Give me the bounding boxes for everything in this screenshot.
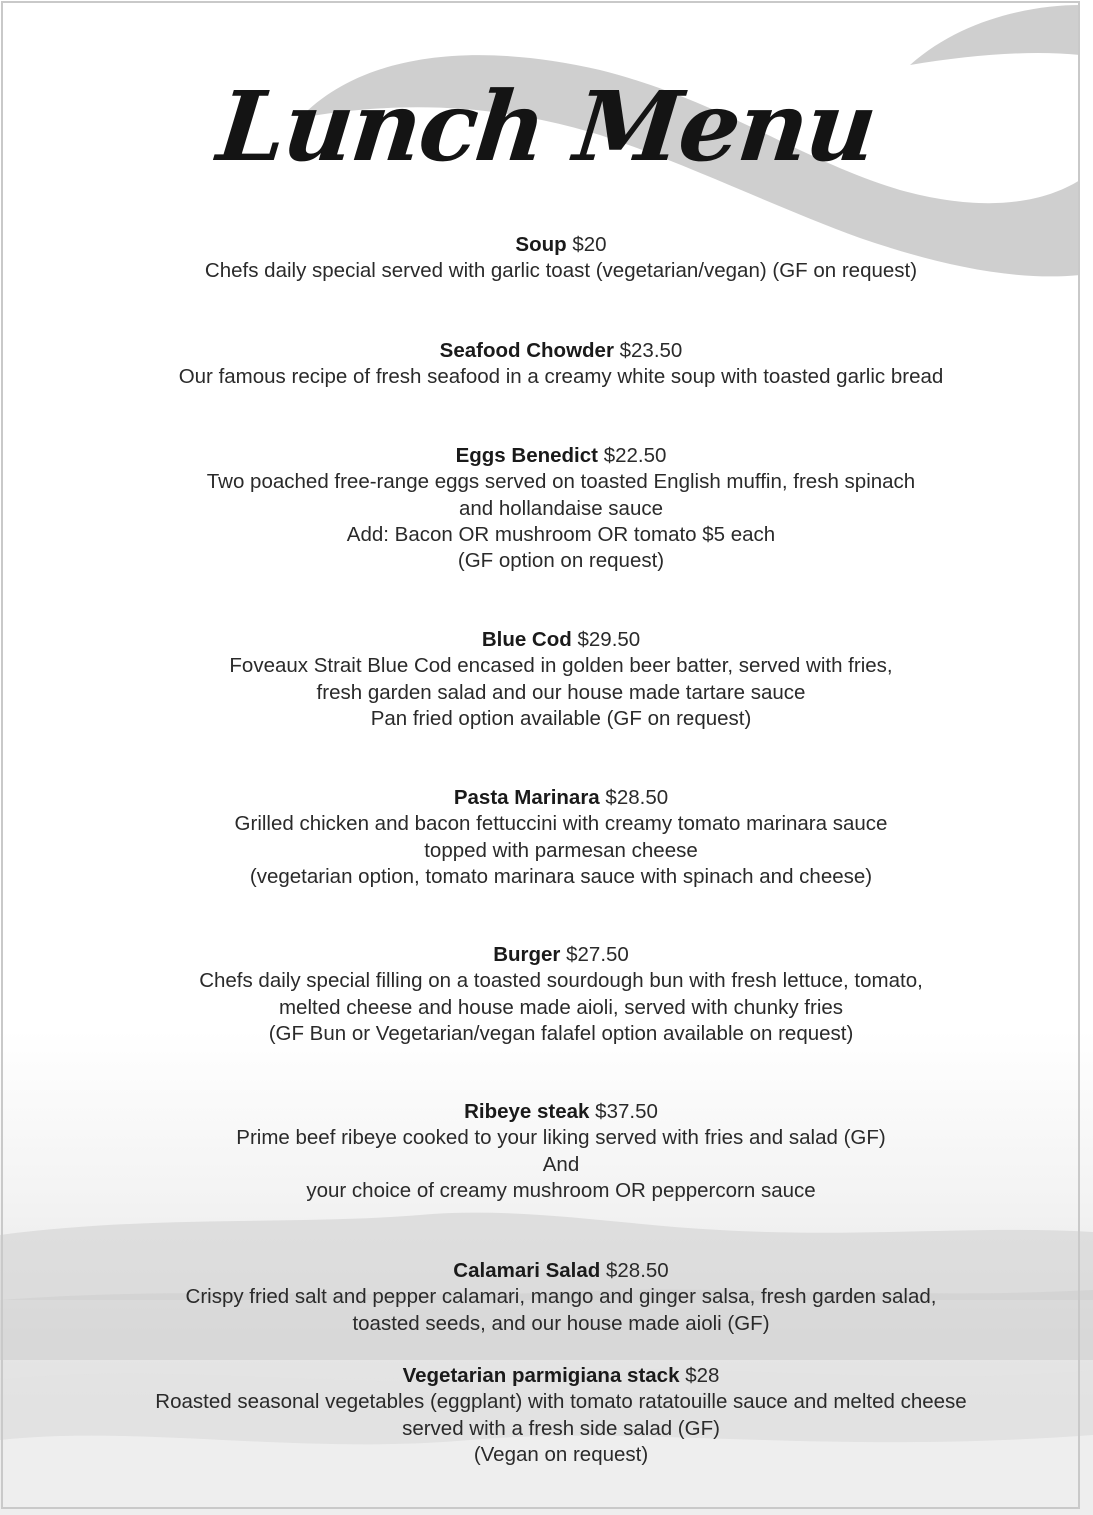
menu-item xyxy=(20,1258,1093,1337)
item-description: your choice of creamy mushroom OR peppercorn sauce xyxy=(306,1178,816,1202)
item-description: And xyxy=(542,1152,580,1176)
menu-title: Lunch Menu xyxy=(212,70,881,183)
item-price: $22.50 xyxy=(603,444,667,467)
menu-item xyxy=(20,942,1093,1047)
item-name: Ribeye steak xyxy=(464,1100,590,1123)
item-note: (GF option on request) xyxy=(457,549,665,573)
menu-item xyxy=(20,785,1093,890)
item-heading xyxy=(20,1258,1093,1284)
item-heading xyxy=(20,1099,1093,1125)
item-description: Grilled chicken and bacon fettuccini with creamy tomato marinara sauce xyxy=(234,812,888,836)
item-heading xyxy=(20,942,1093,968)
item-price: $27.50 xyxy=(566,943,629,966)
item-heading xyxy=(20,1363,1093,1389)
item-description: Our famous recipe of fresh seafood in a creamy white soup with toasted garlic bread xyxy=(178,365,944,389)
item-name: Vegetarian parmigiana stack xyxy=(402,1364,680,1387)
menu-item xyxy=(20,1363,1093,1468)
menu-item xyxy=(20,627,1093,732)
item-name: Blue Cod xyxy=(481,628,572,651)
item-price: $20 xyxy=(572,233,607,256)
item-note: Pan fried option available (GF on request) xyxy=(370,706,752,730)
item-description: fresh garden salad and our house made tartare sauce xyxy=(316,680,806,704)
item-description: Two poached free-range eggs served on toasted English muffin, fresh spinach xyxy=(206,470,916,494)
item-description: Chefs daily special filling on a toasted sourdough bun with fresh lettuce, tomato, xyxy=(199,969,923,993)
item-note: (vegetarian option, tomato marinara sauce with spinach and cheese) xyxy=(249,864,873,888)
swoosh-top-right xyxy=(910,5,1080,65)
item-description: melted cheese and house made aioli, served with chunky fries xyxy=(278,995,844,1019)
menu-item xyxy=(20,232,1093,285)
item-name: Burger xyxy=(493,943,561,966)
item-description: toasted seeds, and our house made aioli (GF) xyxy=(352,1311,770,1335)
item-description: Roasted seasonal vegetables (eggplant) with tomato ratatouille sauce and melted cheese xyxy=(155,1390,967,1414)
item-description: and hollandaise sauce xyxy=(458,496,664,520)
menu-item xyxy=(20,338,1093,391)
item-heading xyxy=(20,443,1093,469)
item-description: Crispy fried salt and pepper calamari, mango and ginger salsa, fresh garden salad, xyxy=(185,1285,937,1309)
item-description: served with a fresh side salad (GF) xyxy=(402,1416,720,1440)
item-name: Eggs Benedict xyxy=(455,444,598,467)
item-name: Calamari Salad xyxy=(453,1259,601,1282)
item-description: Chefs daily special served with garlic toast (vegetarian/vegan) (GF on request) xyxy=(204,259,918,283)
item-name: Soup xyxy=(515,233,567,256)
item-price: $28.50 xyxy=(605,786,669,809)
item-heading xyxy=(20,232,1093,258)
menu-item xyxy=(20,1099,1093,1204)
item-name: Pasta Marinara xyxy=(453,786,600,809)
item-addon: Add: Bacon OR mushroom OR tomato $5 each xyxy=(346,522,776,546)
item-price: $37.50 xyxy=(595,1100,658,1123)
item-price: $28.50 xyxy=(606,1259,669,1282)
item-note: (GF Bun or Vegetarian/vegan falafel option available on request) xyxy=(268,1021,854,1045)
item-heading xyxy=(20,785,1093,811)
item-price: $28 xyxy=(685,1364,720,1387)
item-heading xyxy=(20,627,1093,653)
item-price: $29.50 xyxy=(577,628,641,651)
item-description: topped with parmesan cheese xyxy=(424,838,698,862)
menu-item xyxy=(20,443,1093,574)
item-name: Seafood Chowder xyxy=(439,339,614,362)
item-note: (Vegan on request) xyxy=(473,1442,649,1466)
item-price: $23.50 xyxy=(619,339,683,362)
item-description: Foveaux Strait Blue Cod encased in golden beer batter, served with fries, xyxy=(229,654,893,678)
item-heading xyxy=(20,338,1093,364)
item-description: Prime beef ribeye cooked to your liking served with fries and salad (GF) xyxy=(236,1126,886,1150)
